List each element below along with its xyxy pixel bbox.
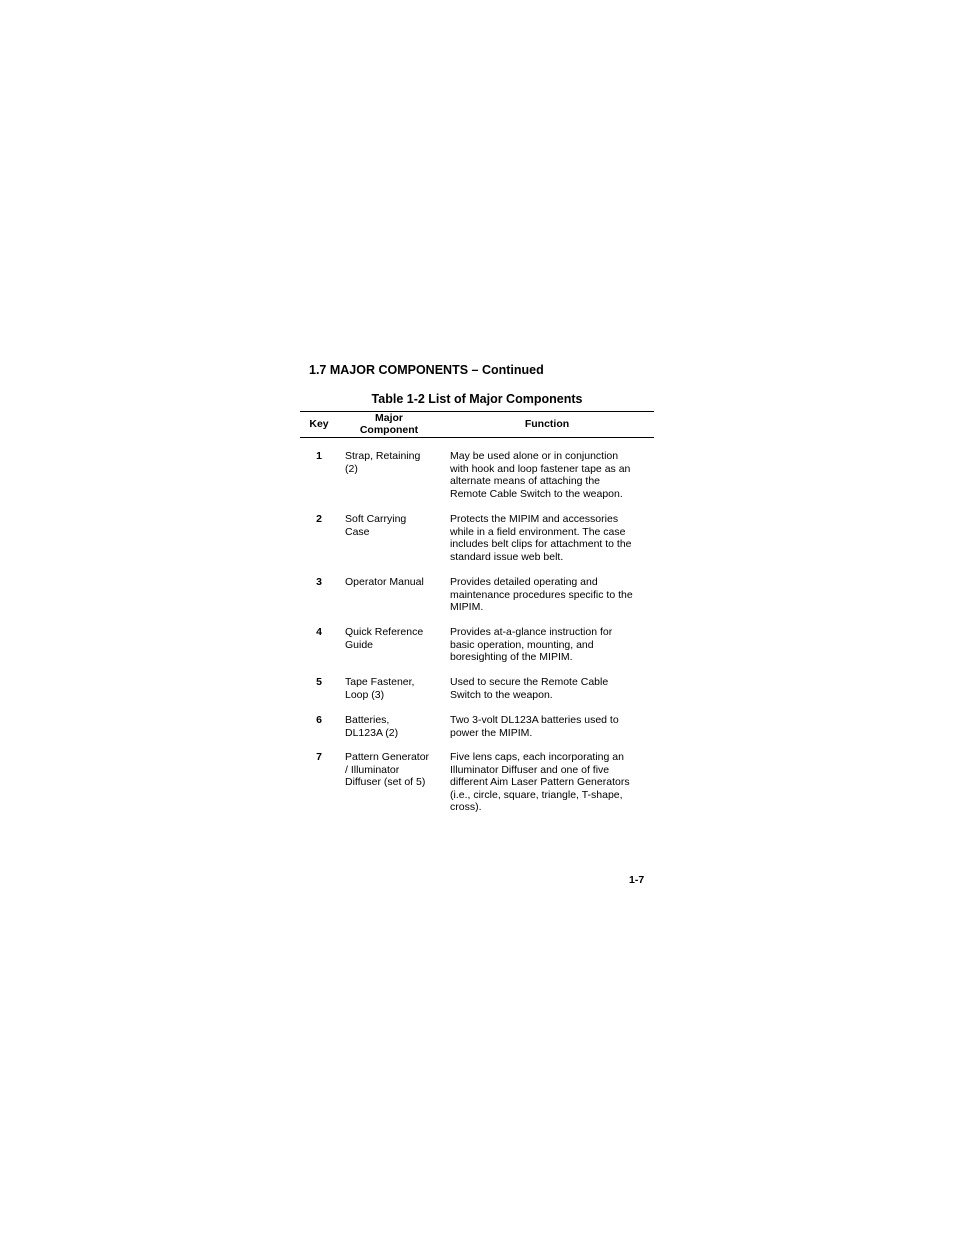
- row-component-line: Batteries,: [345, 714, 390, 726]
- row-function-line: Protects the MIPIM and accessories: [450, 513, 619, 525]
- row-component-line: / Illuminator: [345, 763, 400, 776]
- row-component-line: (2): [345, 462, 358, 475]
- row-component-line: Guide: [345, 638, 374, 651]
- row-function: [450, 676, 650, 701]
- row-component-line: Loop (3): [345, 688, 385, 701]
- row-function-line: power the MIPIM.: [450, 726, 533, 739]
- row-function-line: Illuminator Diffuser and one of five: [450, 763, 610, 776]
- page-number: 1-7: [629, 874, 645, 886]
- row-function: [450, 714, 650, 739]
- row-key: 7: [316, 751, 322, 763]
- row-component: [345, 576, 441, 589]
- row-function-line: different Aim Laser Pattern Generators: [450, 776, 630, 789]
- row-function-line: maintenance procedures specific to the: [450, 588, 633, 601]
- row-component-line: Pattern Generator: [345, 751, 430, 763]
- row-component-line: Soft Carrying: [345, 513, 407, 525]
- row-component: [345, 714, 441, 739]
- row-component-line: Diffuser (set of 5): [345, 776, 426, 789]
- row-function-line: May be used alone or in conjunction: [450, 450, 619, 462]
- row-key: 1: [316, 450, 322, 462]
- row-function-line: (i.e., circle, square, triangle, T-shape,: [450, 788, 623, 801]
- column-header-component-line1: Major: [374, 412, 403, 424]
- row-function-line: Five lens caps, each incorporating an: [450, 751, 624, 763]
- column-header-key: Key: [309, 418, 329, 430]
- row-function-line: Remote Cable Switch to the weapon.: [450, 487, 623, 500]
- row-function: [450, 576, 650, 614]
- row-component-line: Operator Manual: [345, 576, 424, 588]
- row-function-line: Used to secure the Remote Cable: [450, 676, 609, 688]
- row-component-line: Tape Fastener,: [345, 676, 415, 688]
- row-function-line: includes belt clips for attachment to the: [450, 538, 632, 551]
- row-function-line: cross).: [450, 801, 482, 814]
- row-function-line: Switch to the weapon.: [450, 688, 553, 701]
- row-function-line: boresighting of the MIPIM.: [450, 651, 573, 664]
- section-heading: 1.7 MAJOR COMPONENTS – Continued: [309, 363, 544, 377]
- row-function: [450, 513, 650, 563]
- row-function-line: Provides at-a-glance instruction for: [450, 626, 613, 638]
- row-key: 6: [316, 714, 322, 726]
- row-key: 3: [316, 576, 322, 588]
- row-component: [345, 513, 441, 538]
- row-function: [450, 751, 650, 814]
- row-key: 4: [316, 626, 322, 638]
- row-component: [345, 626, 441, 651]
- row-function-line: standard issue web belt.: [450, 550, 564, 563]
- row-component: [345, 676, 441, 701]
- row-key: 2: [316, 513, 322, 525]
- row-function-line: Two 3-volt DL123A batteries used to: [450, 714, 619, 726]
- row-function: [450, 626, 650, 664]
- row-component: [345, 450, 441, 475]
- row-component: [345, 751, 441, 789]
- row-function-line: Provides detailed operating and: [450, 576, 598, 588]
- row-function-line: alternate means of attaching the: [450, 475, 601, 488]
- row-function-line: with hook and loop fastener tape as an: [450, 462, 631, 475]
- column-header-function: Function: [524, 418, 570, 430]
- row-key: 5: [316, 676, 322, 688]
- row-function-line: while in a field environment. The case: [450, 525, 626, 538]
- table-caption: Table 1-2 List of Major Components: [371, 392, 583, 406]
- row-component-line: Case: [345, 525, 370, 538]
- column-header-component: [340, 412, 438, 436]
- column-header-component-line2: Component: [359, 424, 419, 436]
- row-component-line: Quick Reference: [345, 626, 424, 638]
- table-header-rule: [300, 437, 654, 438]
- row-component-line: Strap, Retaining: [345, 450, 421, 462]
- row-function: [450, 450, 650, 500]
- row-function-line: basic operation, mounting, and: [450, 638, 594, 651]
- row-function-line: MIPIM.: [450, 601, 484, 614]
- row-component-line: DL123A (2): [345, 726, 399, 739]
